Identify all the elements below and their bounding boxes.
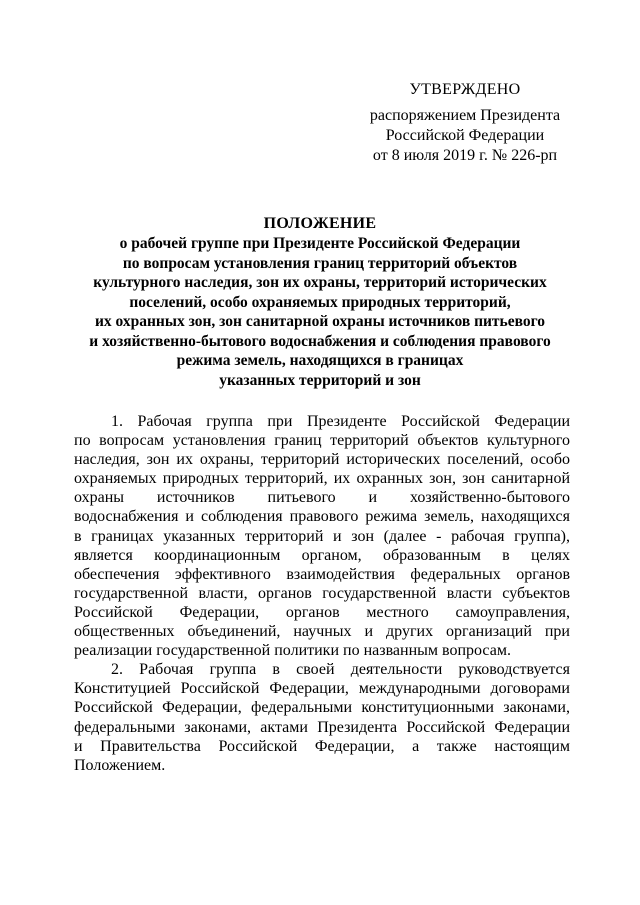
approval-line-date-number: от 8 июля 2019 г. № 226-рп [372, 147, 558, 164]
paragraph-line: в границах указанных территорий и зон (далее - рабочая группа), [74, 527, 570, 545]
approval-line-order: распоряжением Президента [369, 107, 561, 124]
paragraph-line: федеральными законами, актами Президента Российской Федерации [74, 718, 570, 736]
paragraph-line: Конституцией Российской Федерации, международными договорами [74, 680, 570, 698]
paragraph-line: общественных объединений, научных и других организаций при [74, 623, 570, 641]
paragraph-line: охраны источников питьевого и хозяйственно-бытового [74, 489, 570, 507]
title-line: культурного наследия, зон их охраны, территорий исторических [93, 274, 547, 291]
paragraph-2 [74, 660, 570, 775]
paragraph-line: является координационным органом, образованным в целях [74, 546, 570, 564]
paragraph-line: водоснабжения и соблюдения правового режима земель, находящихся [74, 508, 570, 526]
title-line: поселений, особо охраняемых природных территорий, [129, 293, 511, 311]
paragraph-line: наследия, зон их охраны, территорий исторических поселений, особо [74, 451, 570, 469]
title-line: режима земель, находящихся в границах [176, 352, 464, 369]
paragraph-line: 2. Рабочая группа в своей деятельности руководствуется [111, 661, 570, 679]
title-line: по вопросам установления границ территорий объектов [122, 254, 518, 272]
paragraph-line: и Правительства Российской Федерации, а также настоящим [74, 737, 570, 755]
paragraph-line: охраняемых природных территорий, их охранных зон, зон санитарной [74, 470, 570, 488]
paragraph-line: Российской Федерации, органов местного самоуправления, [74, 603, 570, 621]
title-line: о рабочей группе при Президенте Российской Федерации [119, 235, 521, 252]
paragraph-line: Положением. [74, 756, 166, 774]
paragraph-line: государственной власти, органов государственной власти субъектов [74, 584, 570, 602]
document-body [74, 412, 570, 775]
title-line: указанных территорий и зон [219, 371, 421, 389]
document-title [60, 214, 580, 390]
paragraph-line: реализации государственной политики по названным вопросам. [74, 642, 511, 660]
title-line: их охранных зон, зон санитарной охраны источников питьевого [94, 313, 546, 330]
paragraph-line: Российской Федерации, федеральными конституционными законами, [74, 699, 570, 717]
title-line: и хозяйственно-бытового водоснабжения и соблюдения правового [89, 332, 551, 350]
paragraph-line: по вопросам установления границ территорий объектов культурного [74, 432, 570, 450]
document-type-heading: ПОЛОЖЕНИЕ [263, 215, 377, 232]
approval-line-authority: Российской Федерации [385, 127, 545, 144]
approved-label: УТВЕРЖДЕНО [409, 81, 521, 98]
paragraph-1 [74, 412, 570, 660]
paragraph-line: обеспечения эффективного взаимодействия федеральных органов [74, 565, 570, 583]
paragraph-line: 1. Рабочая группа при Президенте Российской Федерации [111, 413, 570, 430]
